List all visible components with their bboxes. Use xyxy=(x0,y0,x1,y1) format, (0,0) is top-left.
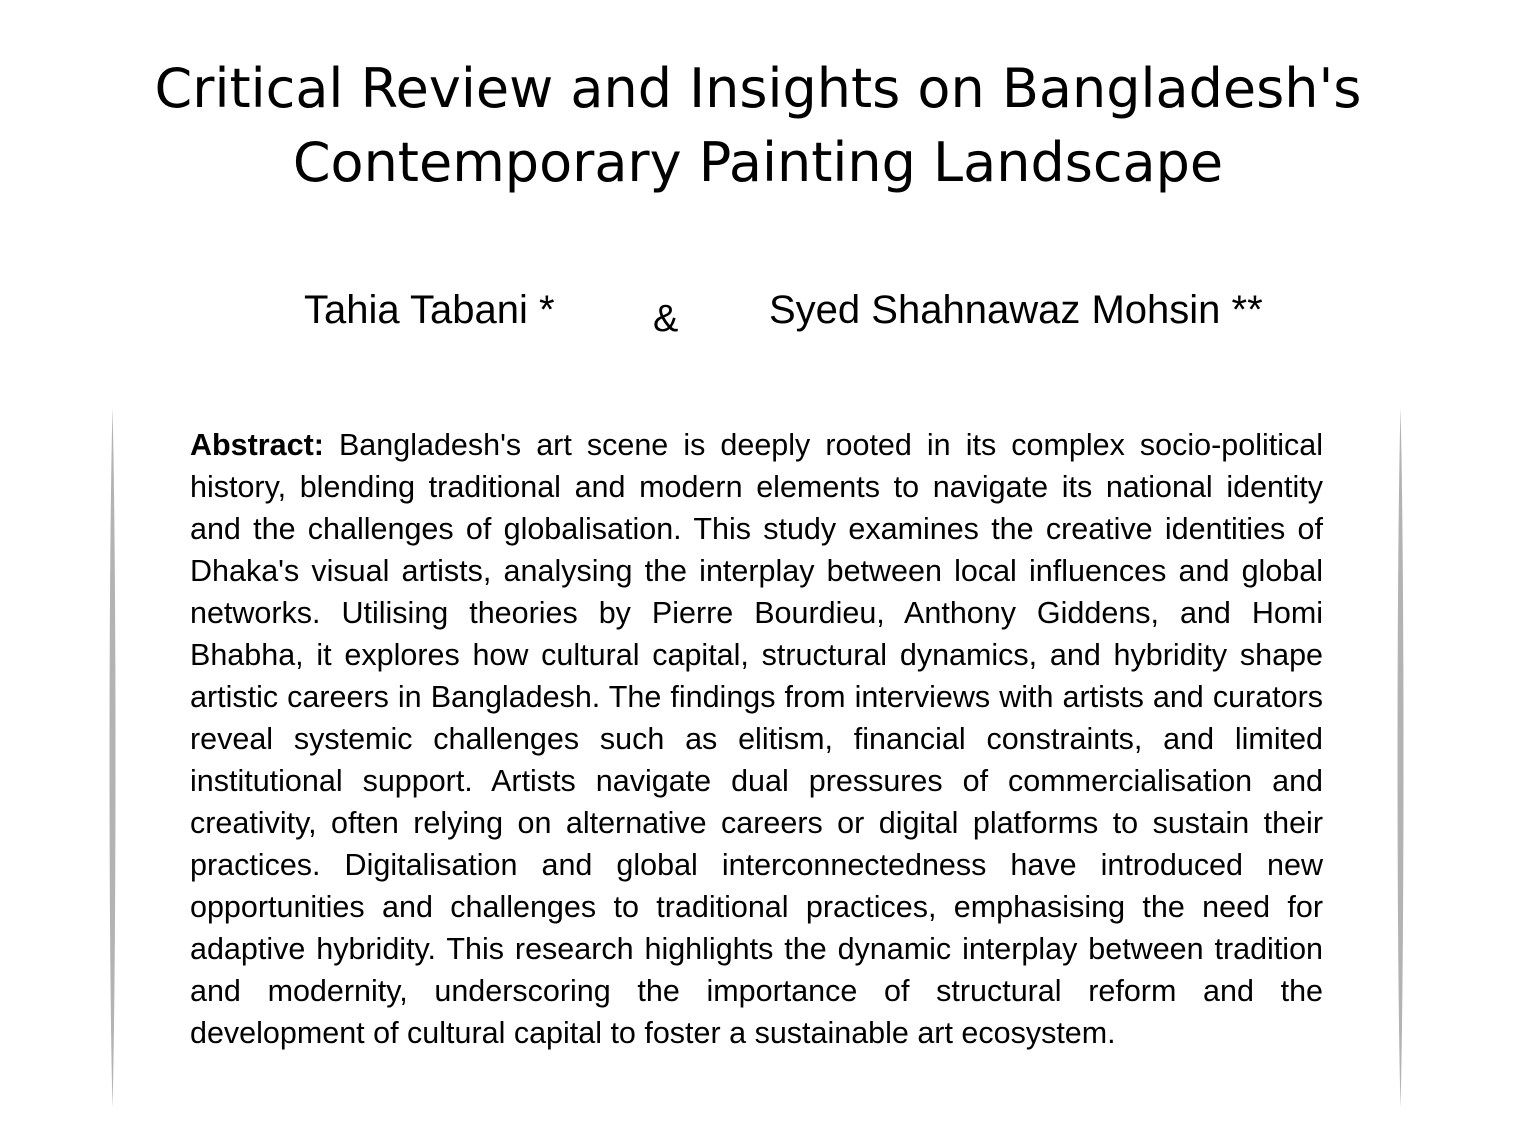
author-separator: & xyxy=(653,298,679,340)
right-border-ornament xyxy=(1397,408,1404,1108)
paper-title-line-1: Critical Review and Insights on Bangladesh's xyxy=(154,57,1362,120)
paper-title xyxy=(0,52,1516,200)
abstract-paragraph xyxy=(190,424,1323,1054)
paper-title-line-2: Contemporary Painting Landscape xyxy=(292,131,1224,194)
author-second: Syed Shahnawaz Mohsin ** xyxy=(769,288,1263,332)
author-first: Tahia Tabani * xyxy=(304,288,555,332)
abstract-text: Bangladesh's art scene is deeply rooted in its complex socio-political history, blending traditional and modern elements to navigate its national identity and the challenges of globalisation. This study examines the creative identities of Dhaka's visual artists, analysing the interplay between local influences and global networks. Utilising theories by Pierre Bourdieu, Anthony Giddens, and Homi Bhabha, it explores how cultural capital, structural dynamics, and hybridity shape artistic careers in Bangladesh. The findings from interviews with artists and curators reveal systemic challenges such as elitism, financial constraints, and limited institutional support. Artists navigate dual pressures of commercialisation and creativity, often relying on alternative careers or digital platforms to sustain their practices. Digitalisation and global interconnectedness have introduced new opportunities and challenges to traditional practices, emphasising the need for adaptive hybridity. This research highlights the dynamic interplay between tradition and modernity, underscoring the importance of structural reform and the development of cultural capital to foster a sustainable art ecosystem. xyxy=(190,428,1323,1050)
author-list xyxy=(0,288,1516,348)
abstract-label: Abstract: xyxy=(190,428,324,462)
left-border-ornament xyxy=(109,408,116,1108)
